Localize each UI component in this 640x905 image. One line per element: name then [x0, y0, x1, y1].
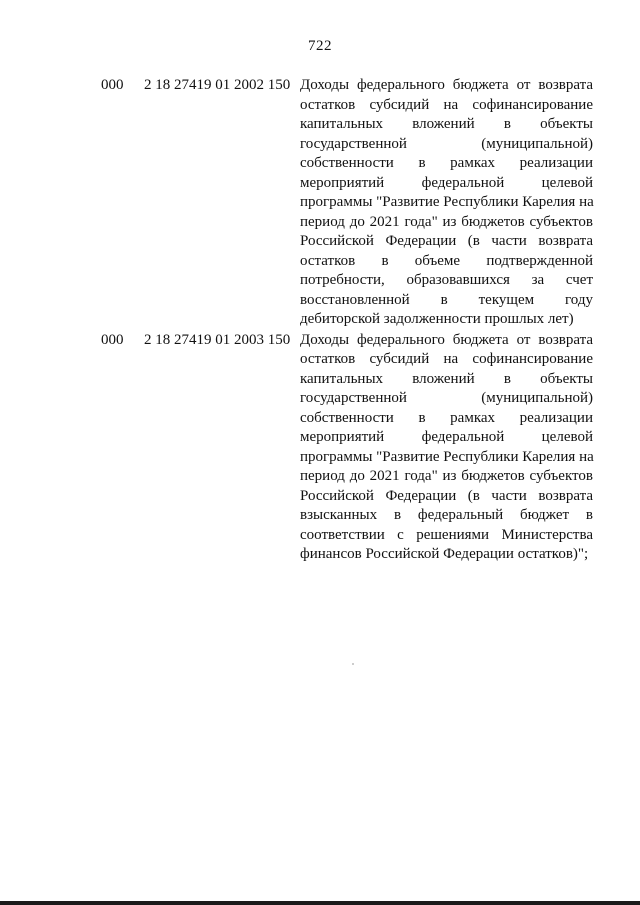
scan-speck — [352, 663, 354, 665]
description-line: Доходы федерального бюджета от возврата — [300, 331, 593, 348]
description-line: капитальных вложений в объекты — [300, 116, 593, 132]
scan-bottom-edge — [0, 901, 640, 905]
description-line: Российской Федерации (в части возврата — [300, 487, 593, 504]
description-line: восстановленной в текущем году — [300, 291, 593, 308]
description-line: период до 2021 года" из бюджетов субъектов — [300, 468, 593, 484]
budget-classification-table — [0, 76, 640, 565]
description-line: капитальных вложений в объекты — [300, 370, 593, 387]
budget-classification-code: 2 18 27419 01 2002 150 — [144, 77, 291, 93]
description-line: собственности в рамках реализации — [300, 409, 593, 426]
income-description — [300, 331, 593, 565]
administrator-code: 000 — [101, 331, 124, 348]
budget-classification-code: 2 18 27419 01 2003 150 — [144, 331, 291, 348]
description-line: собственности в рамках реализации — [300, 155, 593, 171]
table-row — [0, 331, 640, 565]
description-line: потребности, образовавшихся за счет — [300, 272, 593, 288]
description-line: Доходы федерального бюджета от возврата — [300, 77, 593, 93]
table-row — [0, 76, 640, 330]
description-line: остатков субсидий на софинансирование — [300, 96, 593, 113]
income-description — [300, 76, 593, 330]
description-line: финансов Российской Федерации остатков)"; — [300, 546, 589, 562]
description-line: период до 2021 года" из бюджетов субъектов — [300, 213, 593, 230]
description-line: дебиторской задолженности прошлых лет) — [300, 311, 574, 327]
description-line: остатков в объеме подтвержденной — [300, 252, 593, 269]
description-line: государственной (муниципальной) — [300, 135, 593, 152]
description-line: остатков субсидий на софинансирование — [300, 351, 593, 367]
description-line: мероприятий федеральной целевой — [300, 174, 593, 191]
description-line: соответствии с решениями Министерства — [300, 526, 593, 543]
description-line: взысканных в федеральный бюджет в — [300, 507, 593, 523]
description-line: мероприятий федеральной целевой — [300, 429, 593, 445]
description-line: программы "Развитие Республики Карелия на — [300, 194, 594, 210]
administrator-code: 000 — [101, 77, 124, 93]
description-line: Российской Федерации (в части возврата — [300, 233, 593, 249]
description-line: программы "Развитие Республики Карелия на — [300, 448, 594, 465]
description-line: государственной (муниципальной) — [300, 390, 593, 406]
page-number: 722 — [308, 38, 332, 54]
